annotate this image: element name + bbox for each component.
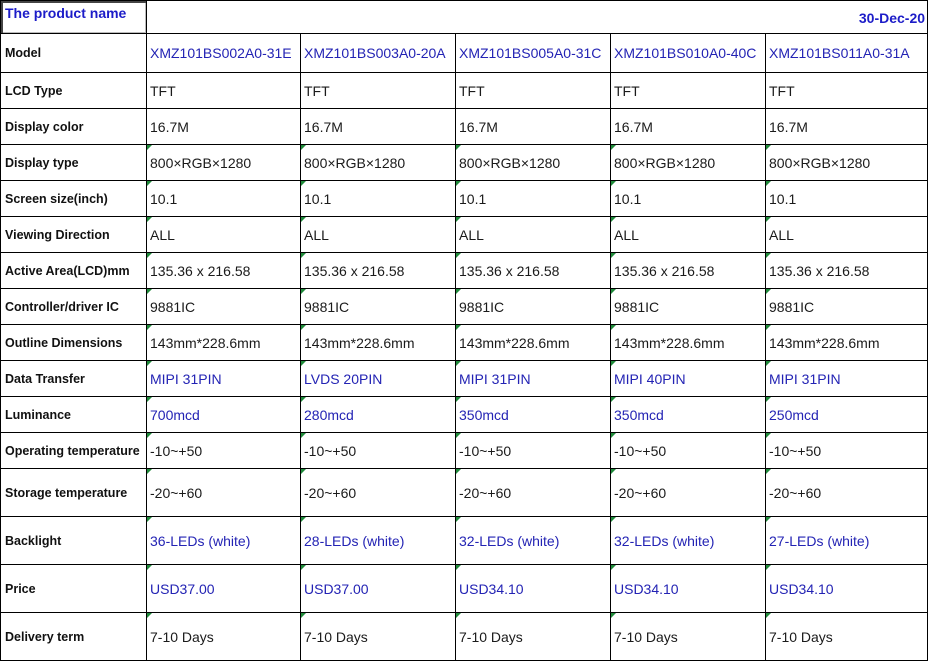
table-row (1, 181, 928, 217)
table-cell[interactable]: 700mcd (147, 397, 301, 433)
table-cell[interactable]: -10~+50 (456, 433, 611, 469)
table-cell[interactable]: -10~+50 (147, 433, 301, 469)
table-cell[interactable]: MIPI 40PIN (611, 361, 766, 397)
table-cell[interactable]: TFT (147, 73, 301, 109)
table-row (1, 469, 928, 517)
table-row (1, 397, 928, 433)
table-cell[interactable]: 16.7M (301, 109, 456, 145)
table-cell[interactable]: TFT (301, 73, 456, 109)
table-cell[interactable]: 10.1 (147, 181, 301, 217)
row-label[interactable]: Display type (1, 145, 147, 181)
table-row (1, 361, 928, 397)
table-row (1, 325, 928, 361)
table-cell[interactable]: -20~+60 (611, 469, 766, 517)
table-cell[interactable]: USD34.10 (456, 565, 611, 613)
table-cell[interactable]: 10.1 (456, 181, 611, 217)
table-cell[interactable]: TFT (611, 73, 766, 109)
table-cell[interactable]: 10.1 (766, 181, 928, 217)
table-row (1, 34, 928, 73)
table-cell[interactable]: -20~+60 (456, 469, 611, 517)
table-row (1, 145, 928, 181)
row-label[interactable]: Operating temperature (1, 433, 147, 469)
row-label[interactable]: Data Transfer (1, 361, 147, 397)
row-label[interactable]: Price (1, 565, 147, 613)
table-cell[interactable]: -20~+60 (301, 469, 456, 517)
table-cell[interactable]: 250mcd (766, 397, 928, 433)
table-cell[interactable]: LVDS 20PIN (301, 361, 456, 397)
table-cell[interactable]: 28-LEDs (white) (301, 517, 456, 565)
table-cell[interactable]: XMZ101BS005A0-31C (456, 34, 611, 73)
table-cell[interactable]: USD34.10 (611, 565, 766, 613)
header-row (1, 1, 928, 34)
table-cell[interactable]: 143mm*228.6mm (456, 325, 611, 361)
table-cell[interactable]: 7-10 Days (301, 613, 456, 661)
row-label[interactable]: Outline Dimensions (1, 325, 147, 361)
table-row (1, 565, 928, 613)
table-row (1, 613, 928, 661)
table-cell[interactable]: 27-LEDs (white) (766, 517, 928, 565)
table-row (1, 73, 928, 109)
table-cell[interactable]: -20~+60 (147, 469, 301, 517)
row-label[interactable]: Controller/driver IC (1, 289, 147, 325)
row-label[interactable]: Viewing Direction (1, 217, 147, 253)
table-cell[interactable]: 135.36 x 216.58 (147, 253, 301, 289)
table-row (1, 217, 928, 253)
table-cell[interactable]: 9881IC (456, 289, 611, 325)
table-cell[interactable]: 143mm*228.6mm (766, 325, 928, 361)
table-cell[interactable]: ALL (456, 217, 611, 253)
table-row (1, 289, 928, 325)
table-cell[interactable]: USD34.10 (766, 565, 928, 613)
table-row (1, 433, 928, 469)
table-row (1, 109, 928, 145)
table-cell[interactable]: ALL (611, 217, 766, 253)
table-cell[interactable]: 135.36 x 216.58 (766, 253, 928, 289)
table-cell[interactable]: 143mm*228.6mm (301, 325, 456, 361)
table-cell[interactable]: 280mcd (301, 397, 456, 433)
table-cell[interactable]: 16.7M (766, 109, 928, 145)
table-cell[interactable]: USD37.00 (301, 565, 456, 613)
table-cell[interactable]: 143mm*228.6mm (611, 325, 766, 361)
table-cell[interactable]: 10.1 (301, 181, 456, 217)
table-cell[interactable]: ALL (147, 217, 301, 253)
table-cell[interactable]: -10~+50 (301, 433, 456, 469)
table-cell[interactable]: 9881IC (766, 289, 928, 325)
table-cell[interactable]: 135.36 x 216.58 (611, 253, 766, 289)
table-cell[interactable]: 800×RGB×1280 (456, 145, 611, 181)
table-cell[interactable]: 9881IC (611, 289, 766, 325)
table-row (1, 517, 928, 565)
table-cell[interactable]: 350mcd (456, 397, 611, 433)
table-cell[interactable]: 800×RGB×1280 (611, 145, 766, 181)
table-cell[interactable]: ALL (766, 217, 928, 253)
row-label[interactable]: Screen size(inch) (1, 181, 147, 217)
table-cell[interactable]: ALL (301, 217, 456, 253)
table-cell[interactable]: 350mcd (611, 397, 766, 433)
table-cell[interactable]: -20~+60 (766, 469, 928, 517)
table-cell[interactable]: MIPI 31PIN (766, 361, 928, 397)
table-cell[interactable]: TFT (456, 73, 611, 109)
table-cell[interactable]: 800×RGB×1280 (301, 145, 456, 181)
table-cell[interactable]: 135.36 x 216.58 (301, 253, 456, 289)
table-cell[interactable]: XMZ101BS003A0-20A (301, 34, 456, 73)
table-cell[interactable]: 16.7M (147, 109, 301, 145)
table-cell[interactable]: 16.7M (611, 109, 766, 145)
table-cell[interactable]: 135.36 x 216.58 (456, 253, 611, 289)
table-cell[interactable]: XMZ101BS010A0-40C (611, 34, 766, 73)
table-cell[interactable]: MIPI 31PIN (456, 361, 611, 397)
table-row (1, 253, 928, 289)
table-cell[interactable]: TFT (766, 73, 928, 109)
table-cell[interactable]: MIPI 31PIN (147, 361, 301, 397)
table-cell[interactable]: XMZ101BS011A0-31A (766, 34, 928, 73)
row-label[interactable]: Backlight (1, 517, 147, 565)
row-label[interactable]: Luminance (1, 397, 147, 433)
table-cell[interactable]: 143mm*228.6mm (147, 325, 301, 361)
table-cell[interactable]: 36-LEDs (white) (147, 517, 301, 565)
date-cell[interactable]: 30-Dec-20 (147, 1, 928, 34)
table-cell[interactable]: USD37.00 (147, 565, 301, 613)
table-cell[interactable]: 9881IC (147, 289, 301, 325)
table-cell[interactable]: 7-10 Days (611, 613, 766, 661)
table-cell[interactable]: 16.7M (456, 109, 611, 145)
table-cell[interactable]: -10~+50 (611, 433, 766, 469)
table-cell[interactable]: 10.1 (611, 181, 766, 217)
table-cell[interactable]: 7-10 Days (147, 613, 301, 661)
product-name-header[interactable]: The product name (1, 1, 147, 34)
table-cell[interactable]: -10~+50 (766, 433, 928, 469)
table-cell[interactable]: 7-10 Days (766, 613, 928, 661)
row-label[interactable]: LCD Type (1, 73, 147, 109)
table-cell[interactable]: 800×RGB×1280 (147, 145, 301, 181)
table-cell[interactable]: 32-LEDs (white) (611, 517, 766, 565)
table-cell[interactable]: 7-10 Days (456, 613, 611, 661)
table-cell[interactable]: 800×RGB×1280 (766, 145, 928, 181)
row-label[interactable]: Delivery term (1, 613, 147, 661)
row-label[interactable]: Active Area(LCD)mm (1, 253, 147, 289)
table-cell[interactable]: 9881IC (301, 289, 456, 325)
table-cell[interactable]: XMZ101BS002A0-31E (147, 34, 301, 73)
row-label[interactable]: Display color (1, 109, 147, 145)
table-cell[interactable]: 32-LEDs (white) (456, 517, 611, 565)
row-label[interactable]: Model (1, 34, 147, 73)
row-label[interactable]: Storage temperature (1, 469, 147, 517)
